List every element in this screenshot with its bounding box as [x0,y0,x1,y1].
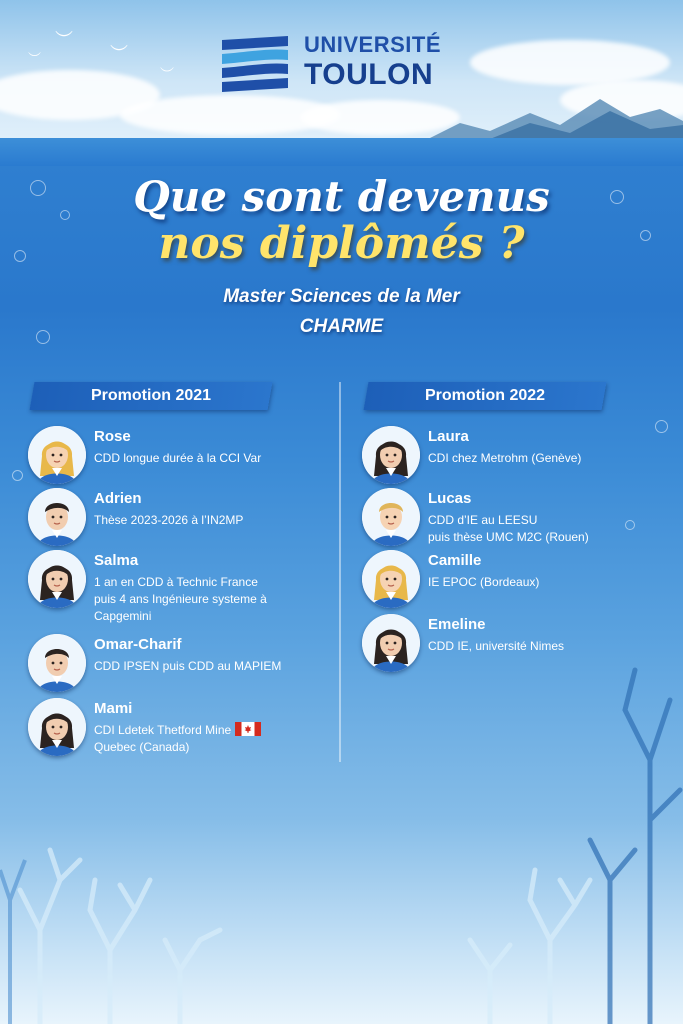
person-description [94,450,261,467]
program-name: CHARME [299,316,384,337]
person-name: Adrien [94,490,142,507]
person-description [94,574,267,625]
column-divider [339,382,341,762]
description-text: puis 4 ans Ingénieure systeme à [94,592,267,606]
description-line [428,450,581,467]
subtitle: Master Sciences de la Mer [223,286,460,307]
description-text: Thèse 2023-2026 à l’IN2MP [94,513,244,527]
avatar [362,614,420,672]
avatar [362,550,420,608]
avatar [362,488,420,546]
coral-illustration [0,780,260,1024]
person-name: Laura [428,428,469,445]
description-line [94,512,243,529]
description-text: puis thèse UMC M2C (Rouen) [428,530,589,544]
person-name: Rose [94,428,131,445]
logo-line-2: TOULON [304,58,434,91]
title-line-1: Que sont devenus [133,172,550,221]
seagull-icon: ︶ [160,67,174,83]
person-description [428,450,581,467]
water-surface [0,138,683,166]
flag-wrapper [231,723,261,737]
avatar [28,426,86,484]
description-text: CDI Ldetek Thetford Mine [94,723,232,737]
person-name: Salma [94,552,139,569]
person-description [428,512,589,546]
description-line [94,739,261,756]
description-text: CDI chez Metrohm (Genève) [428,451,582,465]
title-line-2: nos diplômés ? [158,218,525,269]
bubble [655,420,668,433]
description-line [428,512,589,529]
description-text: Quebec (Canada) [94,740,190,754]
description-text: CDD longue durée à la CCI Var [94,451,262,465]
description-line [94,591,267,608]
avatar [28,550,86,608]
university-logo [218,30,458,100]
description-line [94,658,281,675]
cloud [470,40,670,85]
university-logo-mark-icon [218,34,292,94]
description-text: CDD IPSEN puis CDD au MAPIEM [94,659,282,673]
seagull-icon: ︶ [55,30,73,51]
description-text: 1 an en CDD à Technic France [94,575,258,589]
person-name: Omar-Charif [94,636,182,653]
description-line [94,574,267,591]
bubble [12,470,23,481]
canada-flag-icon [235,722,261,736]
seagull-icon: ︶ [28,52,42,67]
mountains-illustration [420,95,683,143]
avatar [28,698,86,756]
person-name: Lucas [428,490,472,507]
description-text: IE EPOC (Bordeaux) [428,575,540,589]
avatar [28,488,86,546]
promotion-2021-column [28,382,328,754]
avatar [362,426,420,484]
person-name: Mami [94,700,133,717]
person-name: Emeline [428,616,486,633]
description-line [94,608,267,625]
seagull-icon: ︶ [110,44,128,65]
avatar [28,634,86,692]
person-description [94,512,243,529]
promotion-heading: Promotion 2021 [30,382,273,410]
description-text: CDD d’IE au LEESU [428,513,538,527]
description-text: Capgemini [94,609,152,623]
logo-line-1: UNIVERSITÉ [304,32,442,57]
description-text: CDD IE, université Nimes [428,639,565,653]
description-line [94,450,261,467]
promotion-heading: Promotion 2022 [364,382,607,410]
coral-illustration [430,560,683,1024]
description-line [94,722,261,739]
bubble [625,520,635,530]
person-description [94,658,281,675]
description-line [428,529,589,546]
person-description [94,722,261,756]
person-name: Camille [428,552,482,569]
promotion-2022-column [362,382,662,653]
